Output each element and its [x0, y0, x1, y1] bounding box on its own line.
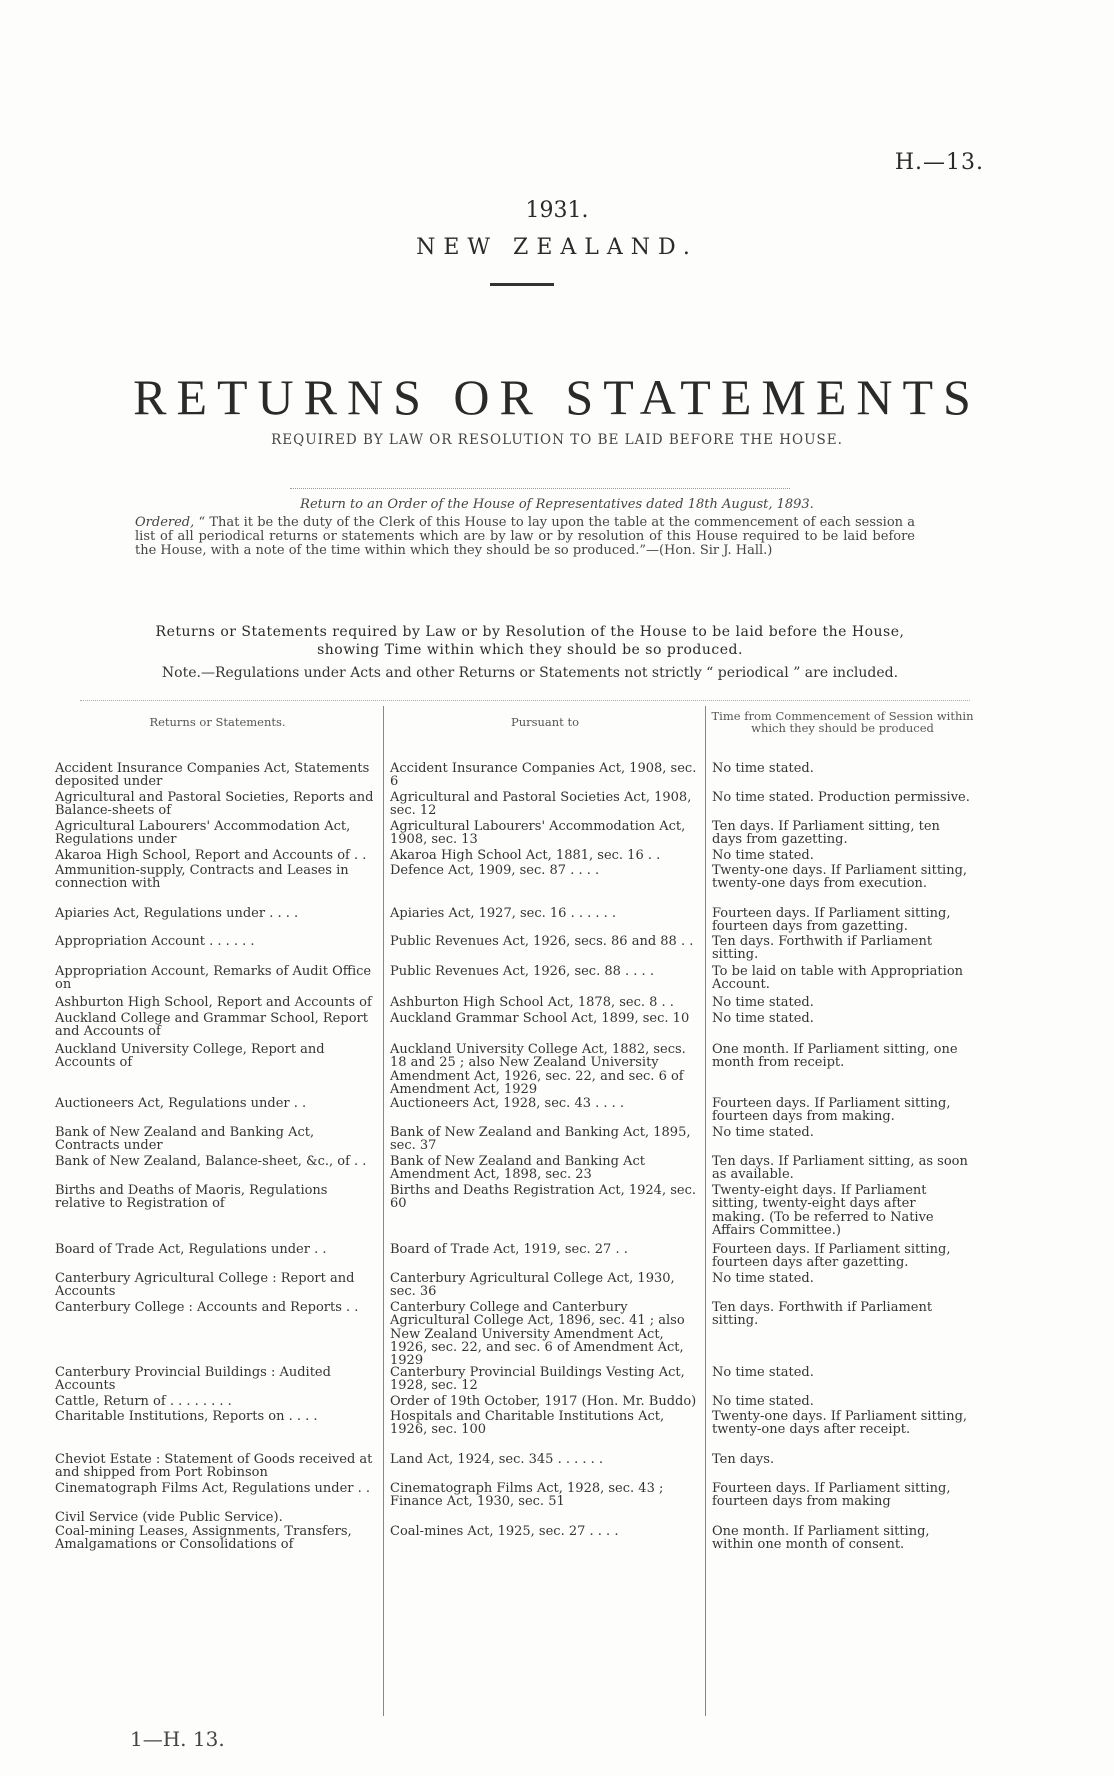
- order-body: “ That it be the duty of the Clerk of this House to lay upon the table at the commencement of each session a list of all periodical returns or statements which are by law or by resolution of this House required to be laid before the House, with a note of the time within which they should be so produced.”—(Hon. Sir J. Hall.): [135, 515, 915, 558]
- row-returns: Appropriation Account . . . . . .: [55, 934, 255, 949]
- row-time: Ten days. If Parliament sitting, as soon as available.: [712, 1154, 968, 1183]
- row-time: Ten days. Forthwith if Parliament sitting.: [712, 1300, 933, 1329]
- row-returns: Board of Trade Act, Regulations under . .: [55, 1242, 327, 1257]
- row-time: One month. If Parliament sitting, one month from receipt.: [712, 1042, 958, 1071]
- row-returns: Bank of New Zealand, Balance-sheet, &c., of . .: [55, 1154, 367, 1169]
- row-returns: Coal-mining Leases, Assignments, Transfers, Amalgamations or Consolidations of: [55, 1524, 352, 1553]
- row-time: No time stated.: [712, 1365, 814, 1380]
- list-heading-line: Returns or Statements required by Law or by Resolution of the House to be laid before the House,: [155, 624, 905, 640]
- order-reference: Return to an Order of the House of Representatives dated 18th August, 1893.: [300, 497, 814, 512]
- row-pursuant: Hospitals and Charitable Institutions Act, 1926, sec. 100: [390, 1409, 665, 1438]
- row-returns: Cattle, Return of . . . . . . . .: [55, 1394, 232, 1409]
- row-returns: Births and Deaths of Maoris, Regulations relative to Registration of: [55, 1183, 328, 1212]
- row-time: Fourteen days. If Parliament sitting, fourteen days from making: [712, 1481, 951, 1510]
- row-pursuant: Public Revenues Act, 1926, sec. 88 . . . .: [390, 964, 654, 979]
- order-label: Ordered,: [135, 515, 195, 530]
- page-subtitle: REQUIRED BY LAW OR RESOLUTION TO BE LAID BEFORE THE HOUSE.: [271, 432, 843, 448]
- row-returns: Charitable Institutions, Reports on . . . .: [55, 1409, 318, 1424]
- row-time: To be laid on table with Appropriation Account.: [712, 964, 964, 993]
- row-time: Twenty-one days. If Parliament sitting, twenty-one days after receipt.: [712, 1409, 968, 1438]
- row-pursuant: Canterbury College and Canterbury Agricultural College Act, 1896, sec. 41 ; also New Zealand University Amendment Act, 1926, sec. 22, and sec. 6 of Amendment Act, 1929: [390, 1300, 685, 1369]
- divider: [80, 700, 970, 701]
- row-time: No time stated.: [712, 1271, 814, 1286]
- row-pursuant: Ashburton High School Act, 1878, sec. 8 . .: [390, 995, 674, 1010]
- row-time: Fourteen days. If Parliament sitting, fourteen days after gazetting.: [712, 1242, 951, 1271]
- row-time: Ten days. Forthwith if Parliament sitting.: [712, 934, 933, 963]
- row-returns: Canterbury Agricultural College : Report and Accounts: [55, 1271, 355, 1300]
- row-returns: Agricultural Labourers' Accommodation Act, Regulations under: [55, 819, 351, 848]
- row-returns: Auckland College and Grammar School, Report and Accounts of: [55, 1011, 368, 1040]
- row-returns: Auckland University College, Report and Accounts of: [55, 1042, 325, 1071]
- column-header-returns: Returns or Statements.: [149, 715, 286, 729]
- page-title: RETURNS OR STATEMENTS: [133, 369, 981, 425]
- row-returns: Cheviot Estate : Statement of Goods received at and shipped from Port Robinson: [55, 1452, 373, 1481]
- row-returns: Bank of New Zealand and Banking Act, Contracts under: [55, 1125, 315, 1154]
- row-pursuant: Land Act, 1924, sec. 345 . . . . . .: [390, 1452, 604, 1467]
- row-time: Ten days.: [712, 1452, 775, 1467]
- row-time: Twenty-eight days. If Parliament sitting, twenty-eight days after making. (To be referred to Native Affairs Committee.): [712, 1183, 934, 1238]
- column-divider: [383, 706, 384, 1716]
- column-header-time: Time from Commencement of Session within which they should be produced: [711, 709, 974, 735]
- row-pursuant: Canterbury Provincial Buildings Vesting Act, 1928, sec. 12: [390, 1365, 685, 1394]
- row-pursuant: Births and Deaths Registration Act, 1924, sec. 60: [390, 1183, 696, 1212]
- row-time: One month. If Parliament sitting, within one month of consent.: [712, 1524, 930, 1553]
- row-pursuant: Agricultural Labourers' Accommodation Act, 1908, sec. 13: [390, 819, 686, 848]
- row-time: No time stated.: [712, 848, 814, 863]
- row-pursuant: Defence Act, 1909, sec. 87 . . . .: [390, 863, 600, 878]
- row-pursuant: Bank of New Zealand and Banking Act Amendment Act, 1898, sec. 23: [390, 1154, 646, 1183]
- row-returns: Ammunition-supply, Contracts and Leases in connection with: [55, 863, 349, 892]
- row-pursuant: Coal-mines Act, 1925, sec. 27 . . . .: [390, 1524, 619, 1539]
- list-heading-line: showing Time within which they should be so produced.: [317, 642, 743, 658]
- row-time: No time stated.: [712, 1011, 814, 1026]
- row-returns: Ashburton High School, Report and Accounts of: [55, 995, 372, 1010]
- row-pursuant: Public Revenues Act, 1926, secs. 86 and 88 . .: [390, 934, 694, 949]
- divider: [290, 488, 790, 489]
- row-pursuant: Accident Insurance Companies Act, 1908, sec. 6: [390, 761, 697, 790]
- column-divider: [705, 706, 706, 1716]
- row-pursuant: Agricultural and Pastoral Societies Act, 1908, sec. 12: [390, 790, 692, 819]
- note: Note.—Regulations under Acts and other Returns or Statements not strictly “ periodical ” are included.: [161, 665, 899, 681]
- row-time: No time stated.: [712, 1125, 814, 1140]
- folio: 1—H. 13.: [130, 1727, 225, 1751]
- row-pursuant: Board of Trade Act, 1919, sec. 27 . .: [390, 1242, 628, 1257]
- row-pursuant: Akaroa High School Act, 1881, sec. 16 . .: [390, 848, 661, 863]
- row-returns: Appropriation Account, Remarks of Audit Office on: [55, 964, 372, 993]
- row-time: No time stated.: [712, 1394, 814, 1409]
- row-returns: Apiaries Act, Regulations under . . . .: [55, 906, 299, 921]
- row-time: Fourteen days. If Parliament sitting, fourteen days from making.: [712, 1096, 951, 1125]
- row-returns: Cinematograph Films Act, Regulations under . .: [55, 1481, 371, 1496]
- row-time: No time stated.: [712, 995, 814, 1010]
- row-returns: Canterbury College : Accounts and Reports . .: [55, 1300, 359, 1315]
- order-text: [135, 516, 915, 558]
- row-returns: Canterbury Provincial Buildings : Audited Accounts: [55, 1365, 331, 1394]
- row-returns: Civil Service (vide Public Service).: [55, 1510, 283, 1525]
- row-time: Fourteen days. If Parliament sitting, fourteen days from gazetting.: [712, 906, 951, 935]
- list-heading: [80, 623, 980, 659]
- country: NEW ZEALAND.: [416, 235, 698, 260]
- year: 1931.: [525, 198, 589, 223]
- row-pursuant: Order of 19th October, 1917 (Hon. Mr. Buddo): [390, 1394, 697, 1409]
- document-reference: H.—13.: [894, 150, 984, 175]
- row-time: No time stated. Production permissive.: [712, 790, 970, 805]
- row-pursuant: Auckland Grammar School Act, 1899, sec. 10: [390, 1011, 690, 1026]
- row-pursuant: Auctioneers Act, 1928, sec. 43 . . . .: [390, 1096, 625, 1111]
- row-returns: Accident Insurance Companies Act, Statements deposited under: [55, 761, 370, 790]
- row-time: Ten days. If Parliament sitting, ten days from gazetting.: [712, 819, 940, 848]
- row-returns: Akaroa High School, Report and Accounts of . .: [55, 848, 367, 863]
- title-rule: [490, 283, 554, 286]
- row-pursuant: Apiaries Act, 1927, sec. 16 . . . . . .: [390, 906, 617, 921]
- row-pursuant: Cinematograph Films Act, 1928, sec. 43 ; Finance Act, 1930, sec. 51: [390, 1481, 664, 1510]
- row-time: Twenty-one days. If Parliament sitting, twenty-one days from execution.: [712, 863, 968, 892]
- row-returns: Auctioneers Act, Regulations under . .: [55, 1096, 307, 1111]
- row-pursuant: Auckland University College Act, 1882, secs. 18 and 25 ; also New Zealand University Amendment Act, 1926, sec. 22, and sec. 6 of Amendment Act, 1929: [390, 1042, 686, 1097]
- row-returns: Agricultural and Pastoral Societies, Reports and Balance-sheets of: [55, 790, 374, 819]
- column-header-pursuant: Pursuant to: [510, 715, 580, 729]
- row-pursuant: Bank of New Zealand and Banking Act, 1895, sec. 37: [390, 1125, 691, 1154]
- row-pursuant: Canterbury Agricultural College Act, 1930, sec. 36: [390, 1271, 675, 1300]
- row-time: No time stated.: [712, 761, 814, 776]
